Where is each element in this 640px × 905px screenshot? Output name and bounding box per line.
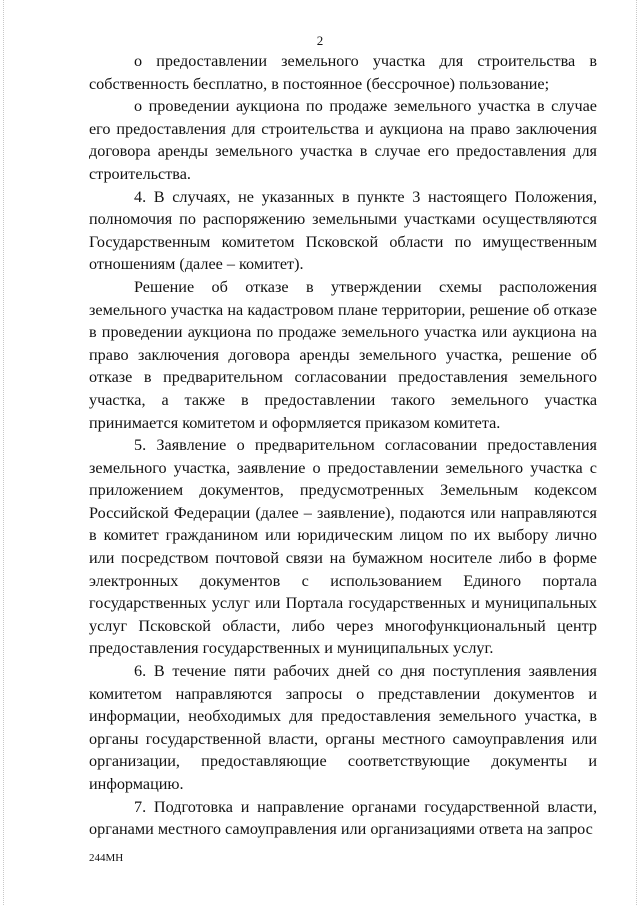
paragraph-7: 7. Подготовка и направление органами государственной власти, органами местного самоуправления или организациями ответа на запрос	[89, 797, 597, 839]
document-code: 244МН	[89, 852, 124, 864]
paragraph-4: Решение об отказе в утверждении схемы расположения земельного участка на кадастровом плане территории, решение об отказе в проведении аукциона по продаже земельного участка или аукциона на право заключения договора аренды земельного участка, решение об отказе в предварительном согласовании предоставления земельного участка, а также в предоставлении такого земельного участка принимается комитетом и оформляется приказом комитета.	[89, 277, 597, 432]
document-body	[89, 50, 597, 841]
paragraph-2: о проведении аукциона по продаже земельного участка в случае его предоставления для строительства и аукциона на право заключения договора аренды земельного участка в случае его предоставления для строительства.	[89, 97, 597, 183]
scan-right-edge	[636, 0, 637, 905]
scan-left-edge	[3, 0, 4, 905]
paragraph-3: 4. В случаях, не указанных в пункте 3 настоящего Положения, полномочия по распоряжению земельными участками осуществляются Государственным комитетом Псковской области по имущественным отношениям (далее – комитет).	[89, 187, 597, 274]
paragraph-6: 6. В течение пяти рабочих дней со дня поступления заявления комитетом направляются запросы о представлении документов и информации, необходимых для предоставления земельного участка, в органы государственной власти, органы местного самоуправления или организации, предоставляющие соответствующие документы и информацию.	[89, 662, 597, 793]
page-number: 2	[316, 33, 324, 48]
paragraph-1: о предоставлении земельного участка для строительства в собственность бесплатно, в постоянное (бессрочное) пользование;	[89, 52, 597, 93]
paragraph-5: 5. Заявление о предварительном согласовании предоставления земельного участка, заявление о предоставлении земельного участка с приложением документов, предусмотренных Земельным кодексом Российской Федерации (далее – заявление), подаются или направляются в комитет гражданином или юридическим лицом по их выбору лично или посредством почтовой связи на бумажном носителе либо в форме электронных документов с использованием Единого портала государственных услуг или Портала государственных и муниципальных услуг Псковской области, либо через многофункциональный центр предоставления государственных и муниципальных услуг.	[89, 436, 597, 658]
